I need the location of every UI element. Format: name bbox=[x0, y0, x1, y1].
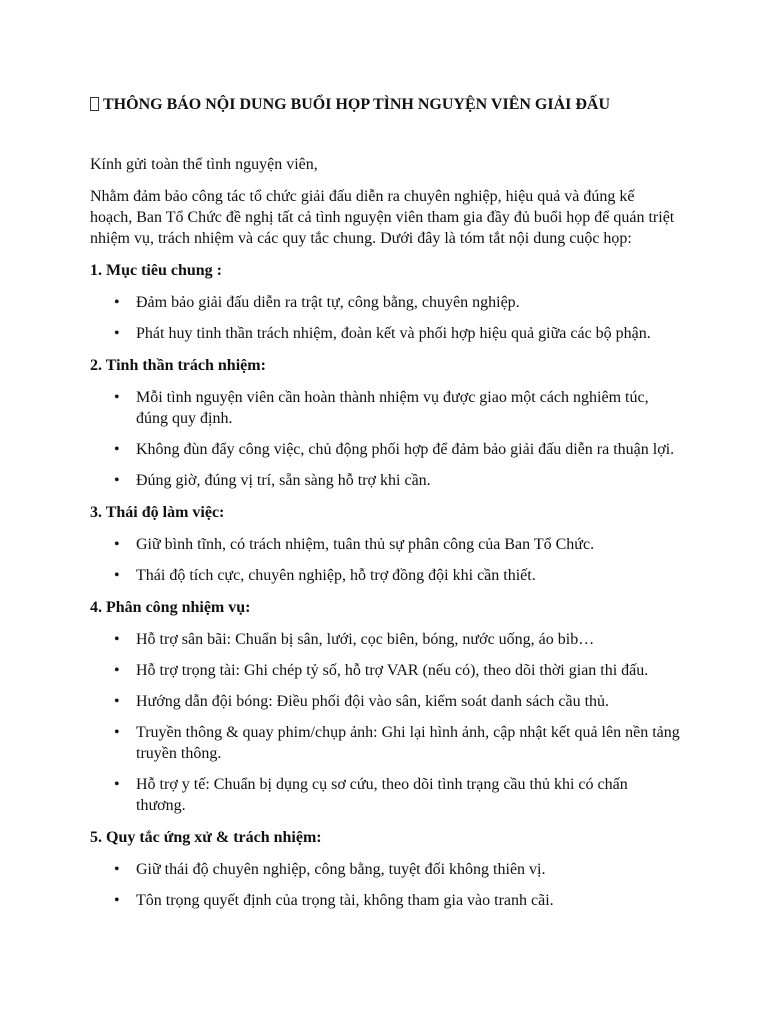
list-item: • Giữ thái độ chuyên nghiệp, công bằng, tuyệt đối không thiên vị. bbox=[136, 859, 680, 880]
list-item: • Đúng giờ, đúng vị trí, sẵn sàng hỗ trợ khi cần. bbox=[136, 470, 680, 491]
list-item: • Đảm bảo giải đấu diễn ra trật tự, công bằng, chuyên nghiệp. bbox=[136, 292, 680, 313]
document-title-text: THÔNG BÁO NỘI DUNG BUỔI HỌP TÌNH NGUYỆN VIÊN GIẢI ĐẤU bbox=[103, 96, 611, 113]
list-item: • Hỗ trợ sân bãi: Chuẩn bị sân, lưới, cọc biên, bóng, nước uống, áo bib… bbox=[136, 629, 680, 650]
greeting: Kính gửi toàn thể tình nguyện viên, bbox=[90, 156, 318, 173]
section-heading: 5. Quy tắc ứng xử & trách nhiệm: bbox=[90, 829, 322, 846]
document-title bbox=[90, 94, 690, 115]
bullet-list bbox=[90, 292, 680, 344]
section-responsibility bbox=[90, 355, 680, 491]
list-item: • Tôn trọng quyết định của trọng tài, không tham gia vào tranh cãi. bbox=[136, 890, 680, 911]
list-item: • Truyền thông & quay phim/chụp ảnh: Ghi lại hình ảnh, cập nhật kết quả lên nền tảng truyền thông. bbox=[136, 722, 680, 764]
list-item: • Không đùn đẩy công việc, chủ động phối hợp để đảm bảo giải đấu diễn ra thuận lợi. bbox=[136, 439, 680, 460]
section-heading: 1. Mục tiêu chung : bbox=[90, 262, 222, 279]
list-item: • Thái độ tích cực, chuyên nghiệp, hỗ trợ đồng đội khi cần thiết. bbox=[136, 565, 680, 586]
intro-paragraph: Nhằm đảm bảo công tác tổ chức giải đấu diễn ra chuyên nghiệp, hiệu quả và đúng kế hoạch, Ban Tổ Chức đề nghị tất cả tình nguyện viên tham gia đầy đủ buổi họp để quán triệt nhiệm vụ, trách nhiệm và các quy tắc chung. Dưới đây là tóm tắt nội dung cuộc họp: bbox=[90, 188, 675, 247]
list-item: • Mỗi tình nguyện viên cần hoàn thành nhiệm vụ được giao một cách nghiêm túc, đúng quy định. bbox=[136, 387, 680, 429]
bullet-list bbox=[90, 534, 680, 586]
section-goals bbox=[90, 260, 680, 344]
sections bbox=[90, 260, 680, 911]
section-heading: 4. Phân công nhiệm vụ: bbox=[90, 599, 251, 616]
section-heading: 3. Thái độ làm việc: bbox=[90, 504, 225, 521]
list-item: • Giữ bình tĩnh, có trách nhiệm, tuân thủ sự phân công của Ban Tổ Chức. bbox=[136, 534, 680, 555]
list-item: • Hỗ trợ y tế: Chuẩn bị dụng cụ sơ cứu, theo dõi tình trạng cầu thủ khi có chấn thương. bbox=[136, 774, 680, 816]
list-item: • Hỗ trợ trọng tài: Ghi chép tỷ số, hỗ trợ VAR (nếu có), theo dõi thời gian thi đấu. bbox=[136, 660, 680, 681]
bullet-list bbox=[90, 387, 680, 491]
list-item: • Hướng dẫn đội bóng: Điều phối đội vào sân, kiểm soát danh sách cầu thủ. bbox=[136, 691, 680, 712]
section-assignments bbox=[90, 597, 680, 816]
section-conduct bbox=[90, 827, 680, 911]
bullet-list bbox=[90, 859, 680, 911]
bullet-list bbox=[90, 629, 680, 816]
missing-glyph-icon bbox=[90, 97, 99, 111]
document-body bbox=[90, 154, 680, 922]
section-attitude bbox=[90, 502, 680, 586]
list-item: • Phát huy tinh thần trách nhiệm, đoàn kết và phối hợp hiệu quả giữa các bộ phận. bbox=[136, 323, 680, 344]
section-heading: 2. Tinh thần trách nhiệm: bbox=[90, 357, 266, 374]
